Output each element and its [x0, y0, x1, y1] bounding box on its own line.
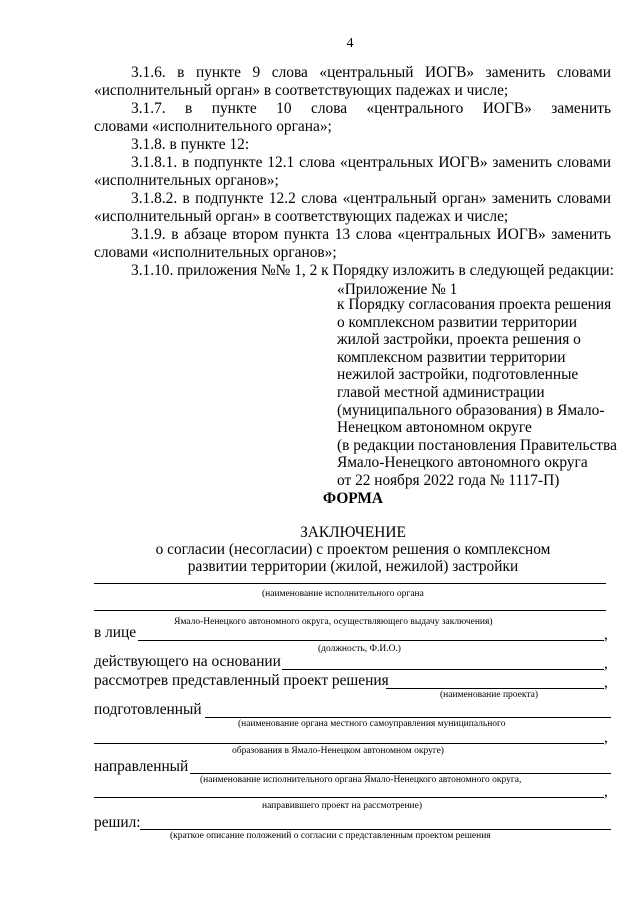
- appendix-lines: [337, 290, 617, 490]
- paragraph-3-1-9-line1: 3.1.9. в абзаце втором пункта 13 слова «центральных ИОГВ» заменить: [131, 226, 611, 243]
- form-subtitle-line1: о согласии (несогласии) с проектом решения о комплексном: [155, 541, 551, 558]
- sent-field-line-2[interactable]: [94, 797, 604, 798]
- org-name-line[interactable]: [94, 583, 606, 584]
- decided-field-line[interactable]: [140, 829, 611, 830]
- project-field-line[interactable]: [386, 688, 604, 689]
- appendix-line: нежилой застройки, подготовленные: [337, 366, 579, 384]
- caption-decided: (краткое описание положений о согласии с представленным проектом решения: [170, 831, 491, 841]
- label-person: в лице: [94, 624, 137, 641]
- comma: ,: [604, 729, 608, 746]
- prepared-field-line-2[interactable]: [94, 743, 604, 744]
- caption-org-name: (наименование исполнительного органа: [262, 589, 424, 599]
- paragraph-3-1-8-2-line2: «исполнительный орган» в соответствующих падежах и числе;: [94, 208, 509, 225]
- caption-sent-2: направившего проект на рассмотрение): [262, 801, 423, 811]
- page-number: 4: [346, 36, 354, 51]
- paragraph-3-1-7-line2: словами «исполнительного органа»;: [94, 118, 332, 135]
- paragraph-3-1-6-line1: 3.1.6. в пункте 9 слова «центральный ИОГВ» заменить словами: [131, 64, 611, 81]
- label-basis: действующего на основании: [94, 653, 281, 670]
- caption-sent: (наименование исполнительного органа Ямало-Ненецкого автономного округа,: [200, 775, 522, 785]
- appendix-line: Ямало-Ненецкого автономного округа: [337, 454, 588, 472]
- comma: ,: [604, 783, 608, 800]
- appendix-line: от 22 ноября 2022 года № 1117-П): [337, 471, 560, 489]
- paragraph-3-1-8: 3.1.8. в пункте 12:: [131, 136, 250, 153]
- form-heading: ФОРМА: [322, 490, 384, 507]
- caption-project: (наименование проекта): [440, 690, 539, 700]
- appendix-line: (в редакции постановления Правительства: [337, 436, 617, 454]
- paragraph-3-1-10: 3.1.10. приложения №№ 1, 2 к Порядку изложить в следующей редакции:: [131, 262, 614, 279]
- appendix-title: «Приложение № 1: [337, 281, 458, 298]
- paragraph-3-1-6-line2: «исполнительный орган» в соответствующих падежах и числе;: [94, 82, 509, 99]
- paragraph-3-1-8-2-line1: 3.1.8.2. в подпункте 12.2 слова «центральный орган» заменить словами: [131, 190, 611, 207]
- caption-org-name-2: Ямало-Ненецкого автономного округа, осуществляющего выдачу заключения): [174, 617, 493, 627]
- appendix-line: Ненецком автономном округе: [337, 419, 532, 437]
- paragraph-3-1-8-1-line1: 3.1.8.1. в подпункте 12.1 слова «центральных ИОГВ» заменить словами: [131, 154, 611, 171]
- label-sent: направленный: [94, 758, 189, 775]
- appendix-line: жилой застройки, проекта решения о: [337, 331, 581, 349]
- caption-person: (должность, Ф.И.О.): [318, 644, 401, 654]
- comma: ,: [604, 674, 608, 691]
- appendix-line: комплексном развитии территории: [337, 348, 566, 366]
- paragraph-3-1-9-line2: словами «исполнительных органов»;: [94, 244, 337, 261]
- comma: ,: [604, 655, 608, 672]
- form-title: ЗАКЛЮЧЕНИЕ: [300, 524, 406, 541]
- appendix-line: о комплексном развитии территории: [337, 313, 578, 331]
- label-prepared: подготовленный: [94, 701, 202, 718]
- caption-prepared-2: образования в Ямало-Ненецком автономном округе): [232, 746, 444, 756]
- person-field-line[interactable]: [138, 640, 604, 641]
- label-decided: решил:: [94, 814, 141, 831]
- appendix-line: главой местной администрации: [337, 383, 545, 401]
- caption-prepared: (наименование органа местного самоуправления муниципального: [238, 719, 506, 729]
- label-reviewed: рассмотрев представленный проект решения: [94, 672, 389, 689]
- appendix-line: к Порядку согласования проекта решения: [337, 296, 612, 313]
- sent-field-line[interactable]: [190, 773, 611, 774]
- prepared-field-line[interactable]: [205, 717, 611, 718]
- appendix-line: (муниципального образования) в Ямало-: [337, 401, 605, 419]
- paragraph-3-1-7-line1: 3.1.7. в пункте 10 слова «центрального ИОГВ» заменить: [131, 100, 611, 117]
- org-name-line-2[interactable]: [94, 610, 606, 611]
- form-subtitle-line2: развитии территории (жилой, нежилой) застройки: [187, 558, 519, 575]
- comma: ,: [604, 626, 608, 643]
- basis-field-line[interactable]: [282, 669, 604, 670]
- paragraph-3-1-8-1-line2: «исполнительных органов»;: [94, 172, 279, 189]
